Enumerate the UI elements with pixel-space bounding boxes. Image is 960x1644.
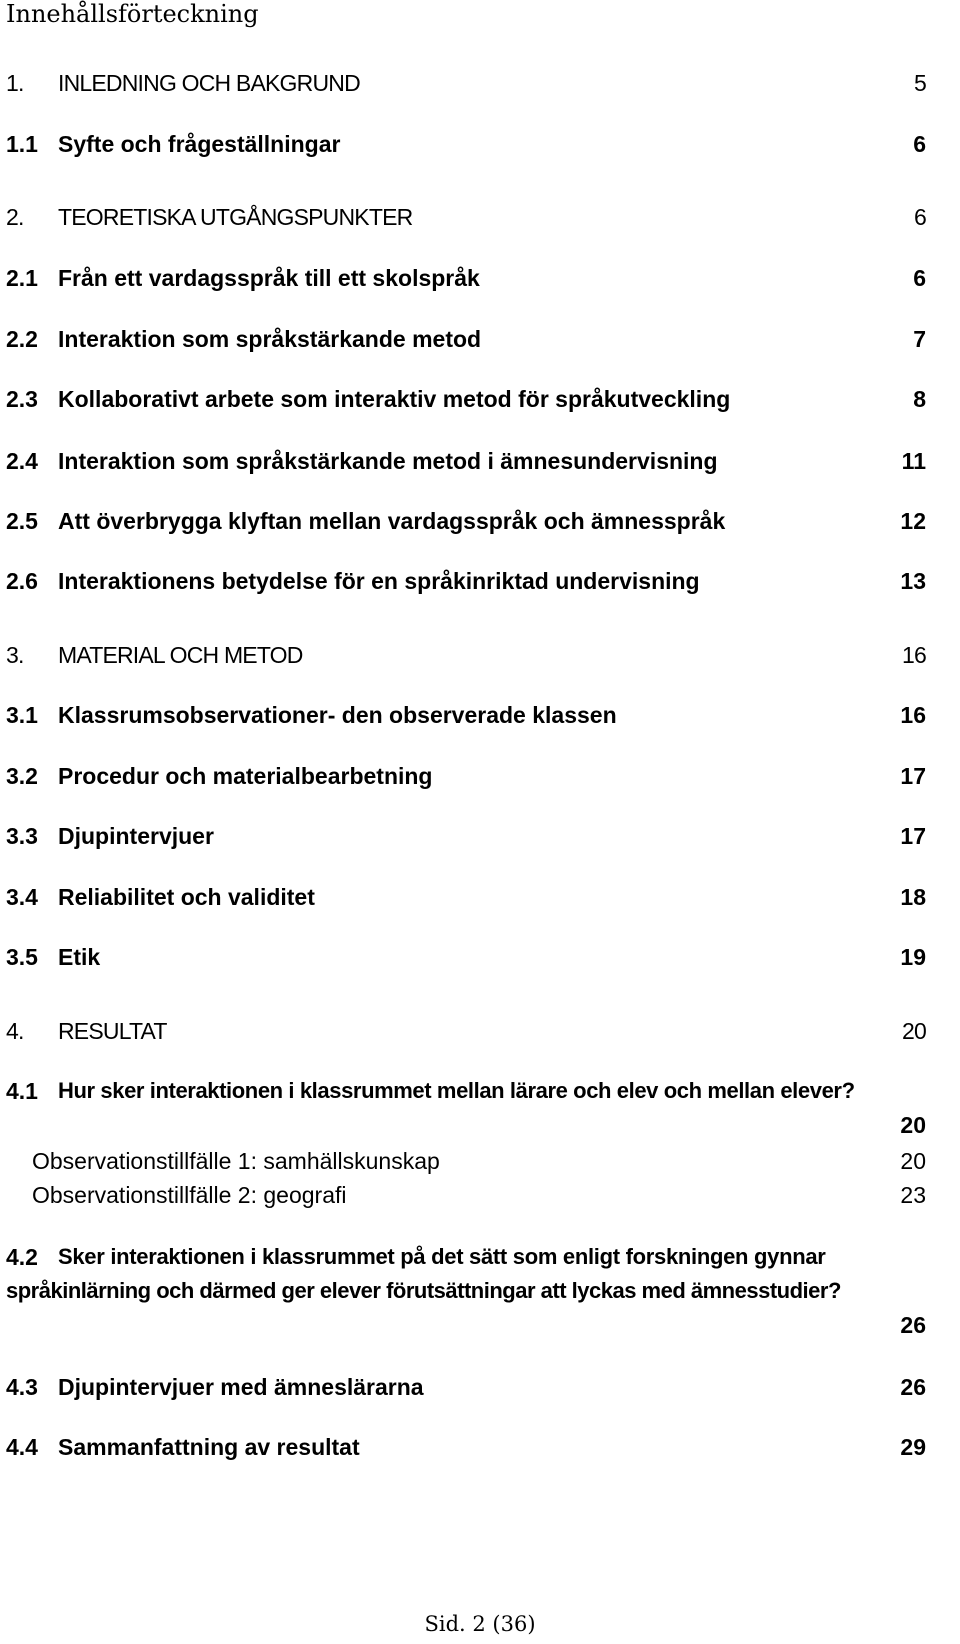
entry-page: 13: [900, 568, 926, 594]
entry-title: Djupintervjuer: [58, 823, 214, 849]
entry-title: Interaktion som språkstärkande metod i ämnesundervisning: [58, 448, 718, 474]
entry-title: Hur sker interaktionen i klassrummet mellan lärare och elev och mellan elever?: [58, 1078, 855, 1103]
entry-number: 3.5: [6, 944, 38, 970]
entry-number: 4.2: [6, 1244, 38, 1270]
entry-page: 16: [900, 702, 926, 728]
entry-title: Att överbrygga klyftan mellan vardagsspråk och ämnesspråk: [58, 508, 726, 534]
entry-number: 4.1: [6, 1078, 38, 1104]
entry-page: 17: [900, 823, 926, 849]
entry-title: Djupintervjuer med ämneslärarna: [58, 1374, 424, 1400]
entry-title: Syfte och frågeställningar: [58, 131, 341, 157]
entry-number: 2.: [6, 204, 24, 230]
entry-page: 29: [900, 1434, 926, 1460]
entry-page[interactable]: 20: [900, 1112, 926, 1138]
entry-number: 3.4: [6, 884, 38, 910]
entry-title: Interaktionens betydelse för en språkinriktad undervisning: [58, 568, 700, 594]
entry-title: Reliabilitet och validitet: [58, 884, 315, 910]
entry-page: 12: [900, 508, 926, 534]
entry-title: Från ett vardagsspråk till ett skolspråk: [58, 265, 480, 291]
entry-page: 6: [913, 265, 926, 291]
entry-page: 6: [913, 131, 926, 157]
entry-page: 7: [913, 326, 926, 352]
entry-title: RESULTAT: [58, 1018, 167, 1044]
entry-page: 20: [902, 1018, 926, 1044]
entry-page[interactable]: 26: [900, 1312, 926, 1338]
page-footer: Sid. 2 (36): [424, 1612, 536, 1636]
entry-title: Sker interaktionen i klassrummet på det sätt som enligt forskningen gynnar: [58, 1244, 826, 1269]
toc-heading: Innehållsförteckning: [6, 0, 259, 28]
subentry-title: Observationstillfälle 1: samhällskunskap: [32, 1148, 440, 1174]
entry-title: Etik: [58, 944, 101, 970]
entry-page: 19: [900, 944, 926, 970]
entry-title: Sammanfattning av resultat: [58, 1434, 360, 1460]
entry-page: 8: [913, 386, 926, 412]
entry-number: 1.: [6, 70, 24, 96]
entry-number: 2.2: [6, 326, 38, 352]
entry-page: 17: [900, 763, 926, 789]
subentry-title: Observationstillfälle 2: geografi: [32, 1182, 347, 1208]
entry-title: Klassrumsobservationer- den observerade klassen: [58, 702, 617, 728]
entry-page: 6: [914, 204, 926, 230]
entry-number: 2.3: [6, 386, 38, 412]
entry-number: 4.: [6, 1018, 24, 1044]
entry-title: Procedur och materialbearbetning: [58, 763, 433, 789]
subentry-page: 23: [900, 1182, 926, 1208]
entry-page: 11: [901, 448, 926, 474]
entry-number: 1.1: [6, 131, 38, 157]
entry-title-continued: språkinlärning och därmed ger elever förutsättningar att lyckas med ämnesstudier?: [6, 1278, 841, 1303]
entry-number: 4.4: [6, 1434, 38, 1460]
entry-title: TEORETISKA UTGÅNGSPUNKTER: [58, 204, 413, 230]
subentry-page: 20: [900, 1148, 926, 1174]
entry-number: 3.: [6, 642, 24, 668]
entry-page: 5: [914, 70, 926, 96]
entry-number: 3.1: [6, 702, 38, 728]
entry-number: 2.4: [6, 448, 38, 474]
entry-page: 18: [900, 884, 926, 910]
entry-number: 3.3: [6, 823, 38, 849]
entry-page: 16: [902, 642, 926, 668]
entry-title: Kollaborativt arbete som interaktiv metod för språkutveckling: [58, 386, 731, 412]
entry-title: INLEDNING OCH BAKGRUND: [58, 70, 360, 96]
entry-number: 3.2: [6, 763, 38, 789]
entry-title: Interaktion som språkstärkande metod: [58, 326, 482, 352]
entry-title: MATERIAL OCH METOD: [58, 642, 303, 668]
entry-number: 4.3: [6, 1374, 38, 1400]
entry-number: 2.6: [6, 568, 38, 594]
entry-page: 26: [900, 1374, 926, 1400]
entry-number: 2.5: [6, 508, 38, 534]
entry-number: 2.1: [6, 265, 38, 291]
